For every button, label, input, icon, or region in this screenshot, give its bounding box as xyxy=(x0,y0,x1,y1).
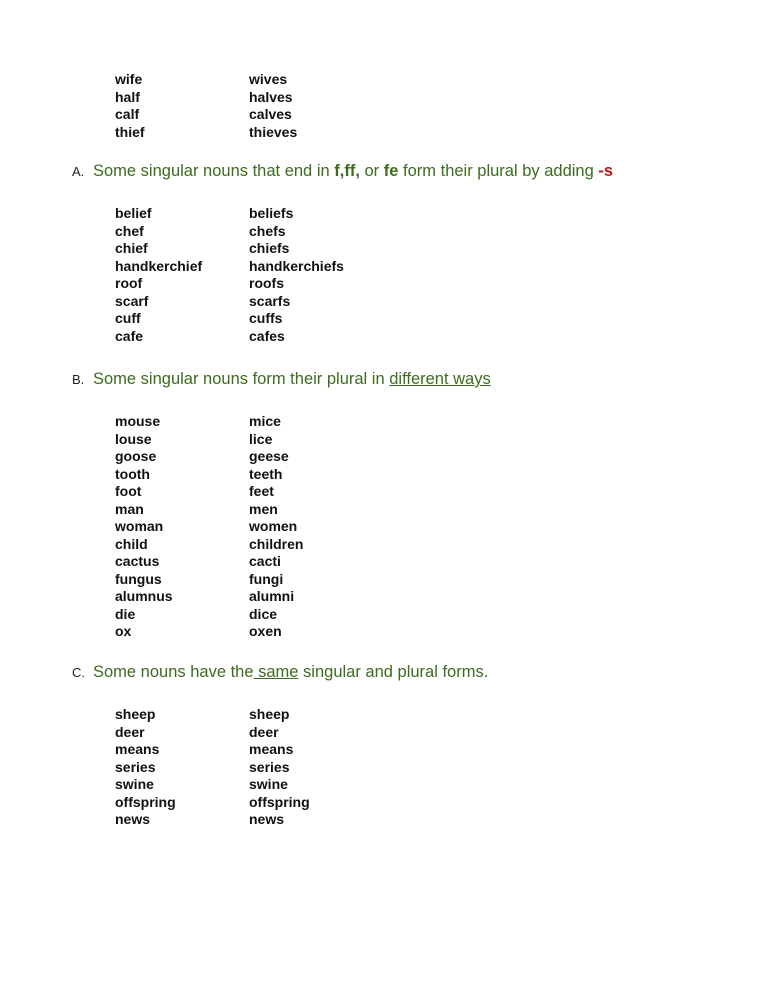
heading-text: Some nouns have the xyxy=(93,663,254,681)
plural-word: offspring xyxy=(249,793,310,810)
plural-word: chiefs xyxy=(249,240,290,256)
plural-word: cuffs xyxy=(249,310,283,326)
singular-word: cafe xyxy=(115,327,144,344)
plural-word: dice xyxy=(249,605,278,622)
singular-word: news xyxy=(115,811,151,827)
plural-word: halves xyxy=(249,88,293,105)
singular-word: tooth xyxy=(115,465,150,482)
plural-word: beliefs xyxy=(249,205,294,221)
ending-ff: ff, xyxy=(344,162,360,180)
singular-word: scarf xyxy=(115,292,149,309)
singular-word: chief xyxy=(115,240,148,256)
heading-underlined: different ways xyxy=(389,370,491,388)
plural-word: series xyxy=(249,758,290,775)
plural-word: calves xyxy=(249,106,292,122)
plural-word: thieves xyxy=(249,123,298,140)
plural-word: news xyxy=(249,811,285,827)
plural-word: lice xyxy=(249,430,273,447)
heading-or: or xyxy=(359,162,384,180)
plural-word: swine xyxy=(249,776,288,792)
plural-word: cafes xyxy=(249,327,285,344)
singular-word: half xyxy=(115,88,140,105)
singular-word: handkerchief xyxy=(115,257,203,274)
section-letter: B. xyxy=(72,372,85,387)
singular-word: alumnus xyxy=(115,588,173,604)
singular-word: fungus xyxy=(115,570,162,587)
singular-word: cactus xyxy=(115,553,160,569)
suffix-s: -s xyxy=(598,162,614,180)
plural-word: handkerchiefs xyxy=(249,257,344,274)
plural-word: cacti xyxy=(249,553,281,569)
ending-fe: fe xyxy=(383,162,399,180)
singular-word: swine xyxy=(115,776,154,792)
heading-text-post: singular and plural forms. xyxy=(298,663,489,681)
section-letter: C. xyxy=(72,665,85,680)
plural-word: roofs xyxy=(249,275,284,291)
plural-word: geese xyxy=(249,448,289,464)
singular-word: sheep xyxy=(115,706,156,722)
singular-word: mouse xyxy=(115,413,161,429)
plural-word: alumni xyxy=(249,588,295,604)
singular-word: belief xyxy=(115,205,152,221)
plural-word: teeth xyxy=(249,465,283,482)
plural-word: fungi xyxy=(249,570,284,587)
plural-word: women xyxy=(249,518,298,534)
plural-word: children xyxy=(249,535,304,552)
plural-word: scarfs xyxy=(249,292,291,309)
singular-word: cuff xyxy=(115,310,141,326)
plural-word: feet xyxy=(249,483,274,499)
singular-word: child xyxy=(115,535,148,552)
singular-word: deer xyxy=(115,723,145,740)
singular-word: calf xyxy=(115,106,140,122)
singular-word: roof xyxy=(115,275,143,291)
singular-word: thief xyxy=(115,123,145,140)
singular-word: means xyxy=(115,741,160,757)
heading-text: Some singular nouns form their plural in xyxy=(93,370,390,388)
section-a-heading xyxy=(72,161,613,182)
plural-word: means xyxy=(249,741,294,757)
plural-word: sheep xyxy=(249,706,290,722)
singular-word: die xyxy=(115,605,136,622)
heading-text-mid: form their plural by adding xyxy=(398,162,599,180)
section-b-heading xyxy=(72,369,491,390)
singular-word: woman xyxy=(115,518,164,534)
singular-word: chef xyxy=(115,222,144,239)
plural-word: oxen xyxy=(249,623,282,639)
heading-text: Some singular nouns that end in xyxy=(93,162,335,180)
plural-word: chefs xyxy=(249,222,286,239)
heading-underlined: same xyxy=(253,663,299,681)
ending-f: f, xyxy=(334,162,345,180)
singular-word: ox xyxy=(115,623,132,639)
plural-word: deer xyxy=(249,723,279,740)
singular-word: man xyxy=(115,500,144,517)
singular-word: foot xyxy=(115,483,142,499)
plural-word: men xyxy=(249,500,278,517)
singular-word: offspring xyxy=(115,793,176,810)
singular-word: louse xyxy=(115,430,152,447)
singular-word: series xyxy=(115,758,156,775)
plural-word: mice xyxy=(249,413,281,429)
singular-word: goose xyxy=(115,448,157,464)
plural-word: wives xyxy=(249,71,288,87)
singular-word: wife xyxy=(115,71,143,87)
section-c-heading xyxy=(72,662,488,683)
section-letter: A. xyxy=(72,164,85,179)
